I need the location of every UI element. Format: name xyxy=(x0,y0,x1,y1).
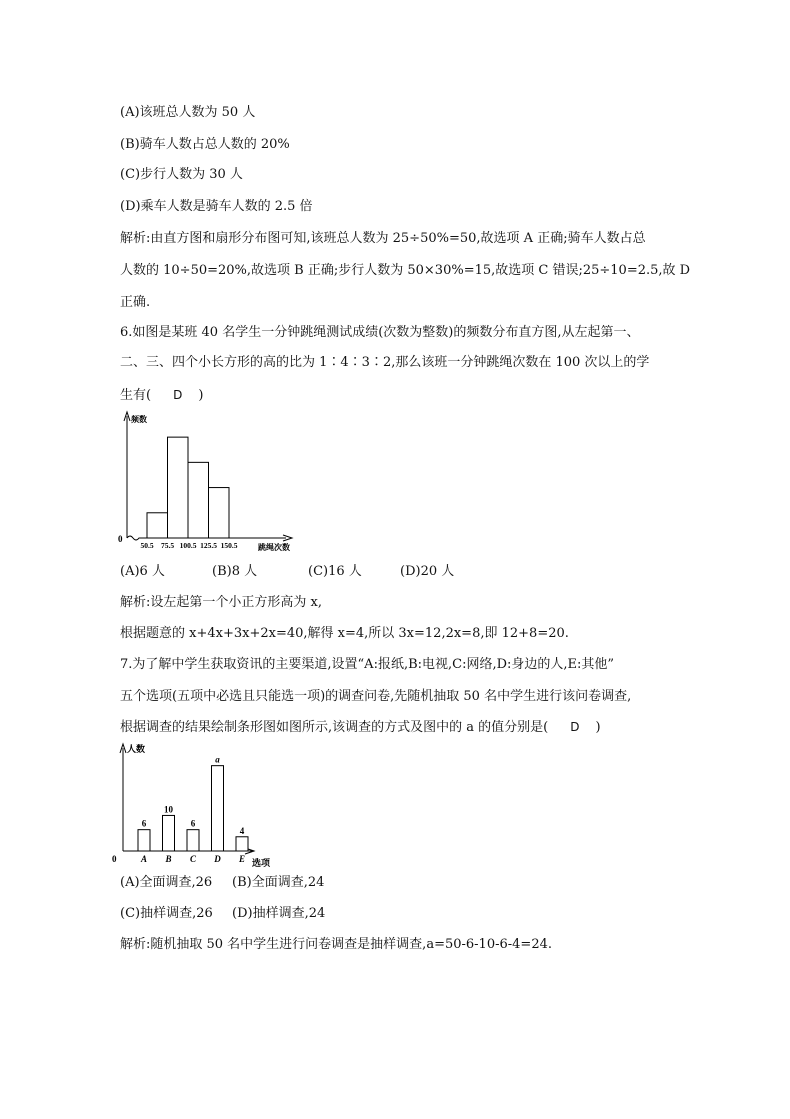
x-axis-label: 选项 xyxy=(252,858,271,868)
bar xyxy=(212,766,224,851)
q6-stem-line-3 xyxy=(120,386,203,405)
q7-stem-text: 根据调查的结果绘制条形图如图所示,该调查的方式及图中的 a 的值分别是( xyxy=(120,720,549,735)
q7-options-row-2 xyxy=(120,905,325,923)
bar xyxy=(187,830,199,851)
q5-analysis-line-1: 解析:由直方图和扇形分布图可知,该班总人数为 25÷50%=50,故选项 A 正确;骑车人数占总 xyxy=(120,231,646,246)
q6-stem-end: ) xyxy=(198,388,204,403)
x-tick-label: 125.5 xyxy=(200,541,217,550)
histogram-bar xyxy=(188,462,209,538)
x-axis-label: 跳绳次数 xyxy=(258,543,290,552)
origin-label: 0 xyxy=(112,854,117,864)
q6-analysis-line-1: 解析:设左起第一个小正方形高为 x, xyxy=(120,595,322,610)
histogram-bar xyxy=(209,488,230,538)
bar xyxy=(138,830,150,851)
q6-option-d: (D)20 人 xyxy=(400,564,455,579)
q5-analysis-line-2: 人数的 10÷50=20%,故选项 B 正确;步行人数为 50×30%=15,故选项 C 错误;25÷10=2.5,故 D xyxy=(120,263,691,278)
x-tick-label: 100.5 xyxy=(179,541,197,550)
y-axis-label: 频数 xyxy=(131,415,147,424)
q7-stem-line-1: 7.为了解中学生获取资讯的主要渠道,设置“A:报纸,B:电视,C:网络,D:身边的人,E:其他” xyxy=(120,657,615,672)
q6-answer: D xyxy=(173,388,183,402)
q7-option-b: (B)全面调查,24 xyxy=(232,875,325,890)
data-label: 6 xyxy=(190,818,196,829)
bar-chart xyxy=(110,740,310,868)
data-label: a xyxy=(215,754,220,765)
data-label: 4 xyxy=(239,825,245,836)
q6-option-c: (C)16 人 xyxy=(308,564,362,579)
x-tick-label: E xyxy=(238,854,246,864)
q7-answer: D xyxy=(570,720,580,734)
histogram-bar xyxy=(168,437,189,538)
q6-analysis-line-2: 根据题意的 x+4x+3x+2x=40,解得 x=4,所以 3x=12,2x=8,即 12+8=20. xyxy=(120,626,569,641)
q5-option-d: (D)乘车人数是骑车人数的 2.5 倍 xyxy=(120,199,313,214)
origin-label: 0 xyxy=(118,534,123,544)
q7-stem-end: ) xyxy=(595,720,601,735)
q5-analysis-line-3: 正确. xyxy=(120,295,151,310)
q7-option-a: (A)全面调查,26 xyxy=(120,875,213,890)
data-label: 6 xyxy=(141,818,147,829)
x-tick-label: A xyxy=(140,854,148,864)
bar xyxy=(163,815,175,851)
x-tick-label: 50.5 xyxy=(140,541,154,550)
data-label: 10 xyxy=(164,804,173,815)
bar xyxy=(236,837,248,851)
q5-option-c: (C)步行人数为 30 人 xyxy=(120,167,243,182)
q7-analysis: 解析:随机抽取 50 名中学生进行问卷调查是抽样调查,a=50-6-10-6-4=24. xyxy=(120,937,552,952)
q6-stem-line-1: 6.如图是某班 40 名学生一分钟跳绳测试成绩(次数为整数)的频数分布直方图,从左起第一、 xyxy=(120,325,640,340)
q6-option-a: (A)6 人 xyxy=(120,564,165,579)
histogram-bar xyxy=(147,513,168,538)
x-tick-label: 150.5 xyxy=(220,541,238,550)
q6-options xyxy=(120,563,454,581)
x-tick-label: D xyxy=(214,854,221,864)
y-axis-label: 人数 xyxy=(127,744,146,754)
x-tick-label: 75.5 xyxy=(160,541,175,550)
q6-stem-line-2: 二、三、四个小长方形的高的比为 1∶4∶3∶2,那么该班一分钟跳绳次数在 100 次以上的学 xyxy=(120,355,650,370)
q5-option-a: (A)该班总人数为 50 人 xyxy=(120,105,256,120)
q6-stem-text: 生有( xyxy=(120,388,152,403)
q7-stem-line-2: 五个选项(五项中必选且只能选一项)的调查问卷,先随机抽取 50 名中学生进行该问卷调查, xyxy=(120,689,632,704)
q7-option-d: (D)抽样调查,24 xyxy=(232,906,326,921)
histogram-chart xyxy=(110,408,310,558)
q7-stem-line-3 xyxy=(120,718,601,737)
q7-option-c: (C)抽样调查,26 xyxy=(120,906,213,921)
x-tick-label: B xyxy=(165,854,172,864)
q5-option-b: (B)骑车人数占总人数的 20% xyxy=(120,137,290,152)
q6-option-b: (B)8 人 xyxy=(212,564,258,579)
x-tick-label: C xyxy=(189,854,197,864)
q7-options-row-1 xyxy=(120,874,324,892)
